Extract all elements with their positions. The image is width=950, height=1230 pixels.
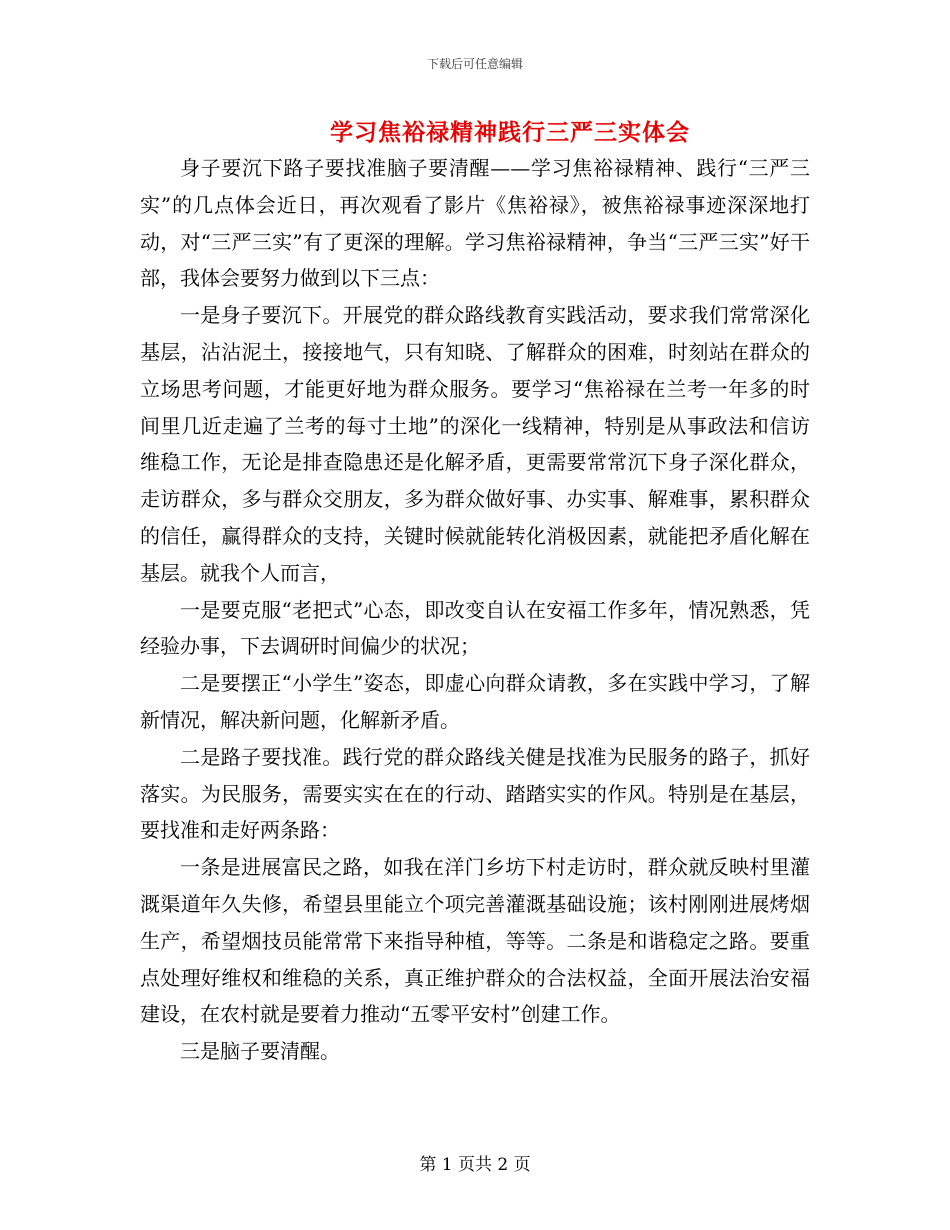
paragraph: 二是路子要找准。践行党的群众路线关健是找准为民服务的路子，抓好落实。为民服务，需要实实在在的行动、踏踏实实的作风。特别是在基层，要找准和走好两条路： (140, 744, 810, 843)
paragraph: 一是身子要沉下。开展党的群众路线教育实践活动，要求我们常常深化基层，沾沾泥土，接接地气，只有知晓、了解群众的困难，时刻站在群众的立场思考问题，才能更好地为群众服务。要学习“焦裕禄在兰考一年多的时间里几近走遍了兰考的每寸土地”的深化一线精神，特别是从事政法和信访维稳工作，无论是排查隐患还是化解矛盾，更需要常常沉下身子深化群众，走访群众，多与群众交朋友，多为群众做好事、办实事、解难事，累积群众的信任，赢得群众的支持，关键时候就能转化消极因素，就能把矛盾化解在基层。就我个人而言， (140, 303, 810, 585)
paragraph: 一条是进展富民之路，如我在洋门乡坊下村走访时，群众就反映村里灌溉渠道年久失修，希望县里能立个项完善灌溉基础设施；该村刚刚进展烤烟生产，希望烟技员能常常下来指导种植，等等。二条是和谐稳定之路。要重点处理好维权和维稳的关系，真正维护群众的合法权益，全面开展法治安福建设，在农村就是要着力推动“五零平安村”创建工作。 (140, 855, 810, 1027)
paragraph: 身子要沉下路子要找准脑子要清醒——学习焦裕禄精神、践行“三严三实”的几点体会近日，再次观看了影片《焦裕禄》，被焦裕禄事迹深深地打动，对“三严三实”有了更深的理解。学习焦裕禄精神，争当“三严三实”好干部，我体会要努力做到以下三点： (140, 156, 810, 291)
page-header-note: 下载后可任意编辑 (426, 57, 523, 71)
document-title: 学习焦裕禄精神践行三严三实体会 (330, 119, 690, 146)
paragraph: 三是脑子要清醒。 (180, 1039, 340, 1064)
paragraph: 一是要克服“老把式”心态，即改变自认在安福工作多年，情况熟悉，凭经验办事，下去调研时间偏少的状况； (140, 597, 810, 659)
page-number: 第 1 页共 2 页 (419, 1155, 531, 1175)
document-body (140, 150, 810, 1070)
paragraph: 二是要摆正“小学生”姿态，即虚心向群众请教，多在实践中学习，了解新情况，解决新问题，化解新矛盾。 (140, 671, 810, 732)
